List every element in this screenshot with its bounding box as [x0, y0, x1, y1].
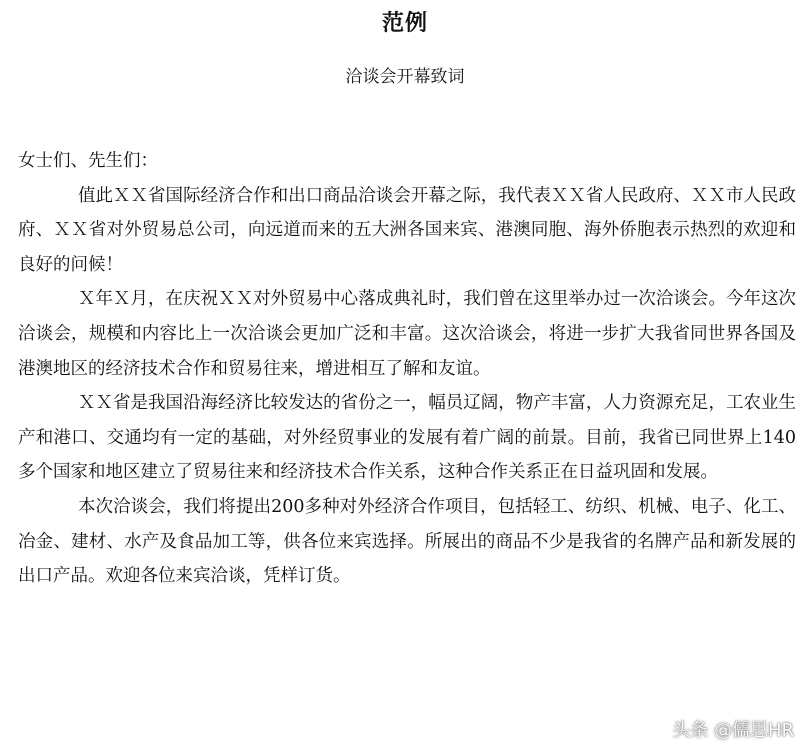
paragraph-3: ＸＸ省是我国沿海经济比较发达的省份之一，幅员辽阔，物产丰富，人力资源充足，工农业生产和港口、交通均有一定的基础，对外经贸事业的发展有着广阔的前景。目前，我省已同世界上140多个国家和地区建立了贸易往来和经济技术合作关系，这种合作关系正在日益巩固和发展。	[18, 393, 796, 483]
paragraph-2: Ｘ年Ｘ月，在庆祝ＸＸ对外贸易中心落成典礼时，我们曾在这里举办过一次洽谈会。今年这次洽谈会，规模和内容比上一次洽谈会更加广泛和丰富。这次洽谈会，将进一步扩大我省同世界各国及港澳地区的经济技术合作和贸易往来，增进相互了解和友谊。	[18, 289, 796, 379]
document-body	[18, 144, 796, 594]
source-watermark: 头条 @儒思HR	[672, 720, 794, 741]
paragraph-4: 本次洽谈会，我们将提出200多种对外经济合作项目，包括轻工、纺织、机械、电子、化工、冶金、建材、水产及食品加工等，供各位来宾选择。所展出的商品不少是我省的名牌产品和新发展的出口产品。欢迎各位来宾洽谈，凭样订货。	[18, 496, 796, 587]
paragraph-1: 值此ＸＸ省国际经济合作和出口商品洽谈会开幕之际，我代表ＸＸ省人民政府、ＸＸ市人民政府、ＸＸ省对外贸易总公司，向远道而来的五大洲各国来宾、港澳同胞、海外侨胞表示热烈的欢迎和良好的问候！	[18, 185, 796, 275]
salutation: 女士们、先生们：	[18, 151, 158, 171]
document-subtitle: 洽谈会开幕致词	[345, 67, 465, 87]
document-title: 范例	[381, 10, 428, 36]
